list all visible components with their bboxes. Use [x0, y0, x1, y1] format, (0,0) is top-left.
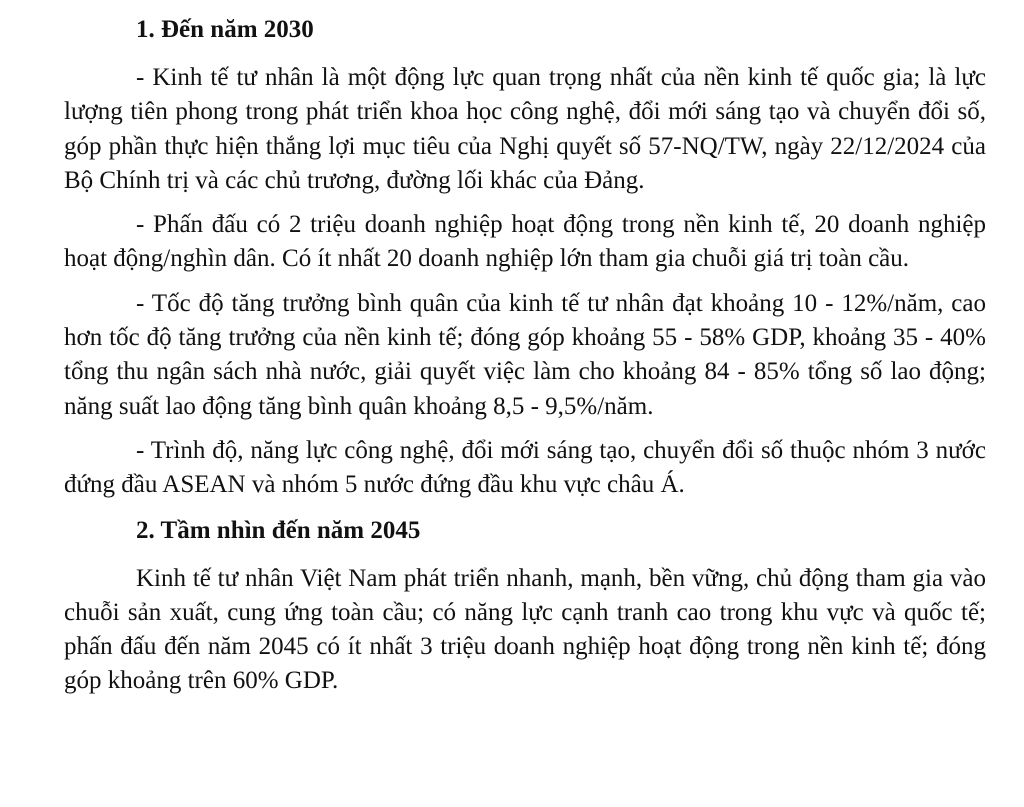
paragraph-vision-2045: Kinh tế tư nhân Việt Nam phát triển nhanh, mạnh, bền vững, chủ động tham gia vào chuỗi sản xuất, cung ứng toàn cầu; có năng lực cạnh tranh cao trong khu vực và quốc tế; phấn đấu đến năm 2045 có ít nhất 3 triệu doanh nghiệp hoạt động trong nền kinh tế; đóng góp khoảng trên 60% GDP.: [64, 564, 986, 695]
paragraph-gap: [64, 198, 986, 208]
section-heading-2045: 2. Tầm nhìn đến năm 2045: [136, 516, 421, 544]
paragraph-enterprise-target: - Phấn đấu có 2 triệu doanh nghiệp hoạt động trong nền kinh tế, 20 doanh nghiệp hoạt động/nghìn dân. Có ít nhất 20 doanh nghiệp lớn tham gia chuỗi giá trị toàn cầu.: [64, 211, 986, 273]
paragraph-technology-ranking: - Trình độ, năng lực công nghệ, đổi mới sáng tạo, chuyển đổi số thuộc nhóm 3 nước đứng đầu ASEAN và nhóm 5 nước đứng đầu khu vực châu Á.: [64, 436, 986, 499]
paragraph-gap: [64, 277, 986, 287]
section-heading-2030: 1. Đến năm 2030: [136, 16, 314, 43]
paragraph-gap: [64, 424, 986, 434]
paragraph-growth-rate: - Tốc độ tăng trưởng bình quân của kinh tế tư nhân đạt khoảng 10 - 12%/năm, cao hơn tốc độ tăng trưởng của nền kinh tế; đóng góp khoảng 55 - 58% GDP, khoảng 35 - 40% tổng thu ngân sách nhà nước, giải quyết việc làm cho khoảng 84 - 85% tổng số lao động; năng suất lao động tăng bình quân khoảng 8,5 - 9,5%/năm.: [64, 289, 986, 420]
paragraph-private-economy-role: - Kinh tế tư nhân là một động lực quan trọng nhất của nền kinh tế quốc gia; là lực lượng tiên phong trong phát triển khoa học công nghệ, đổi mới sáng tạo và chuyển đổi số, góp phần thực hiện thắng lợi mục tiêu của Nghị quyết số 57-NQ/TW, ngày 22/12/2024 của Bộ Chính trị và các chủ trương, đường lối khác của Đảng.: [64, 64, 986, 194]
